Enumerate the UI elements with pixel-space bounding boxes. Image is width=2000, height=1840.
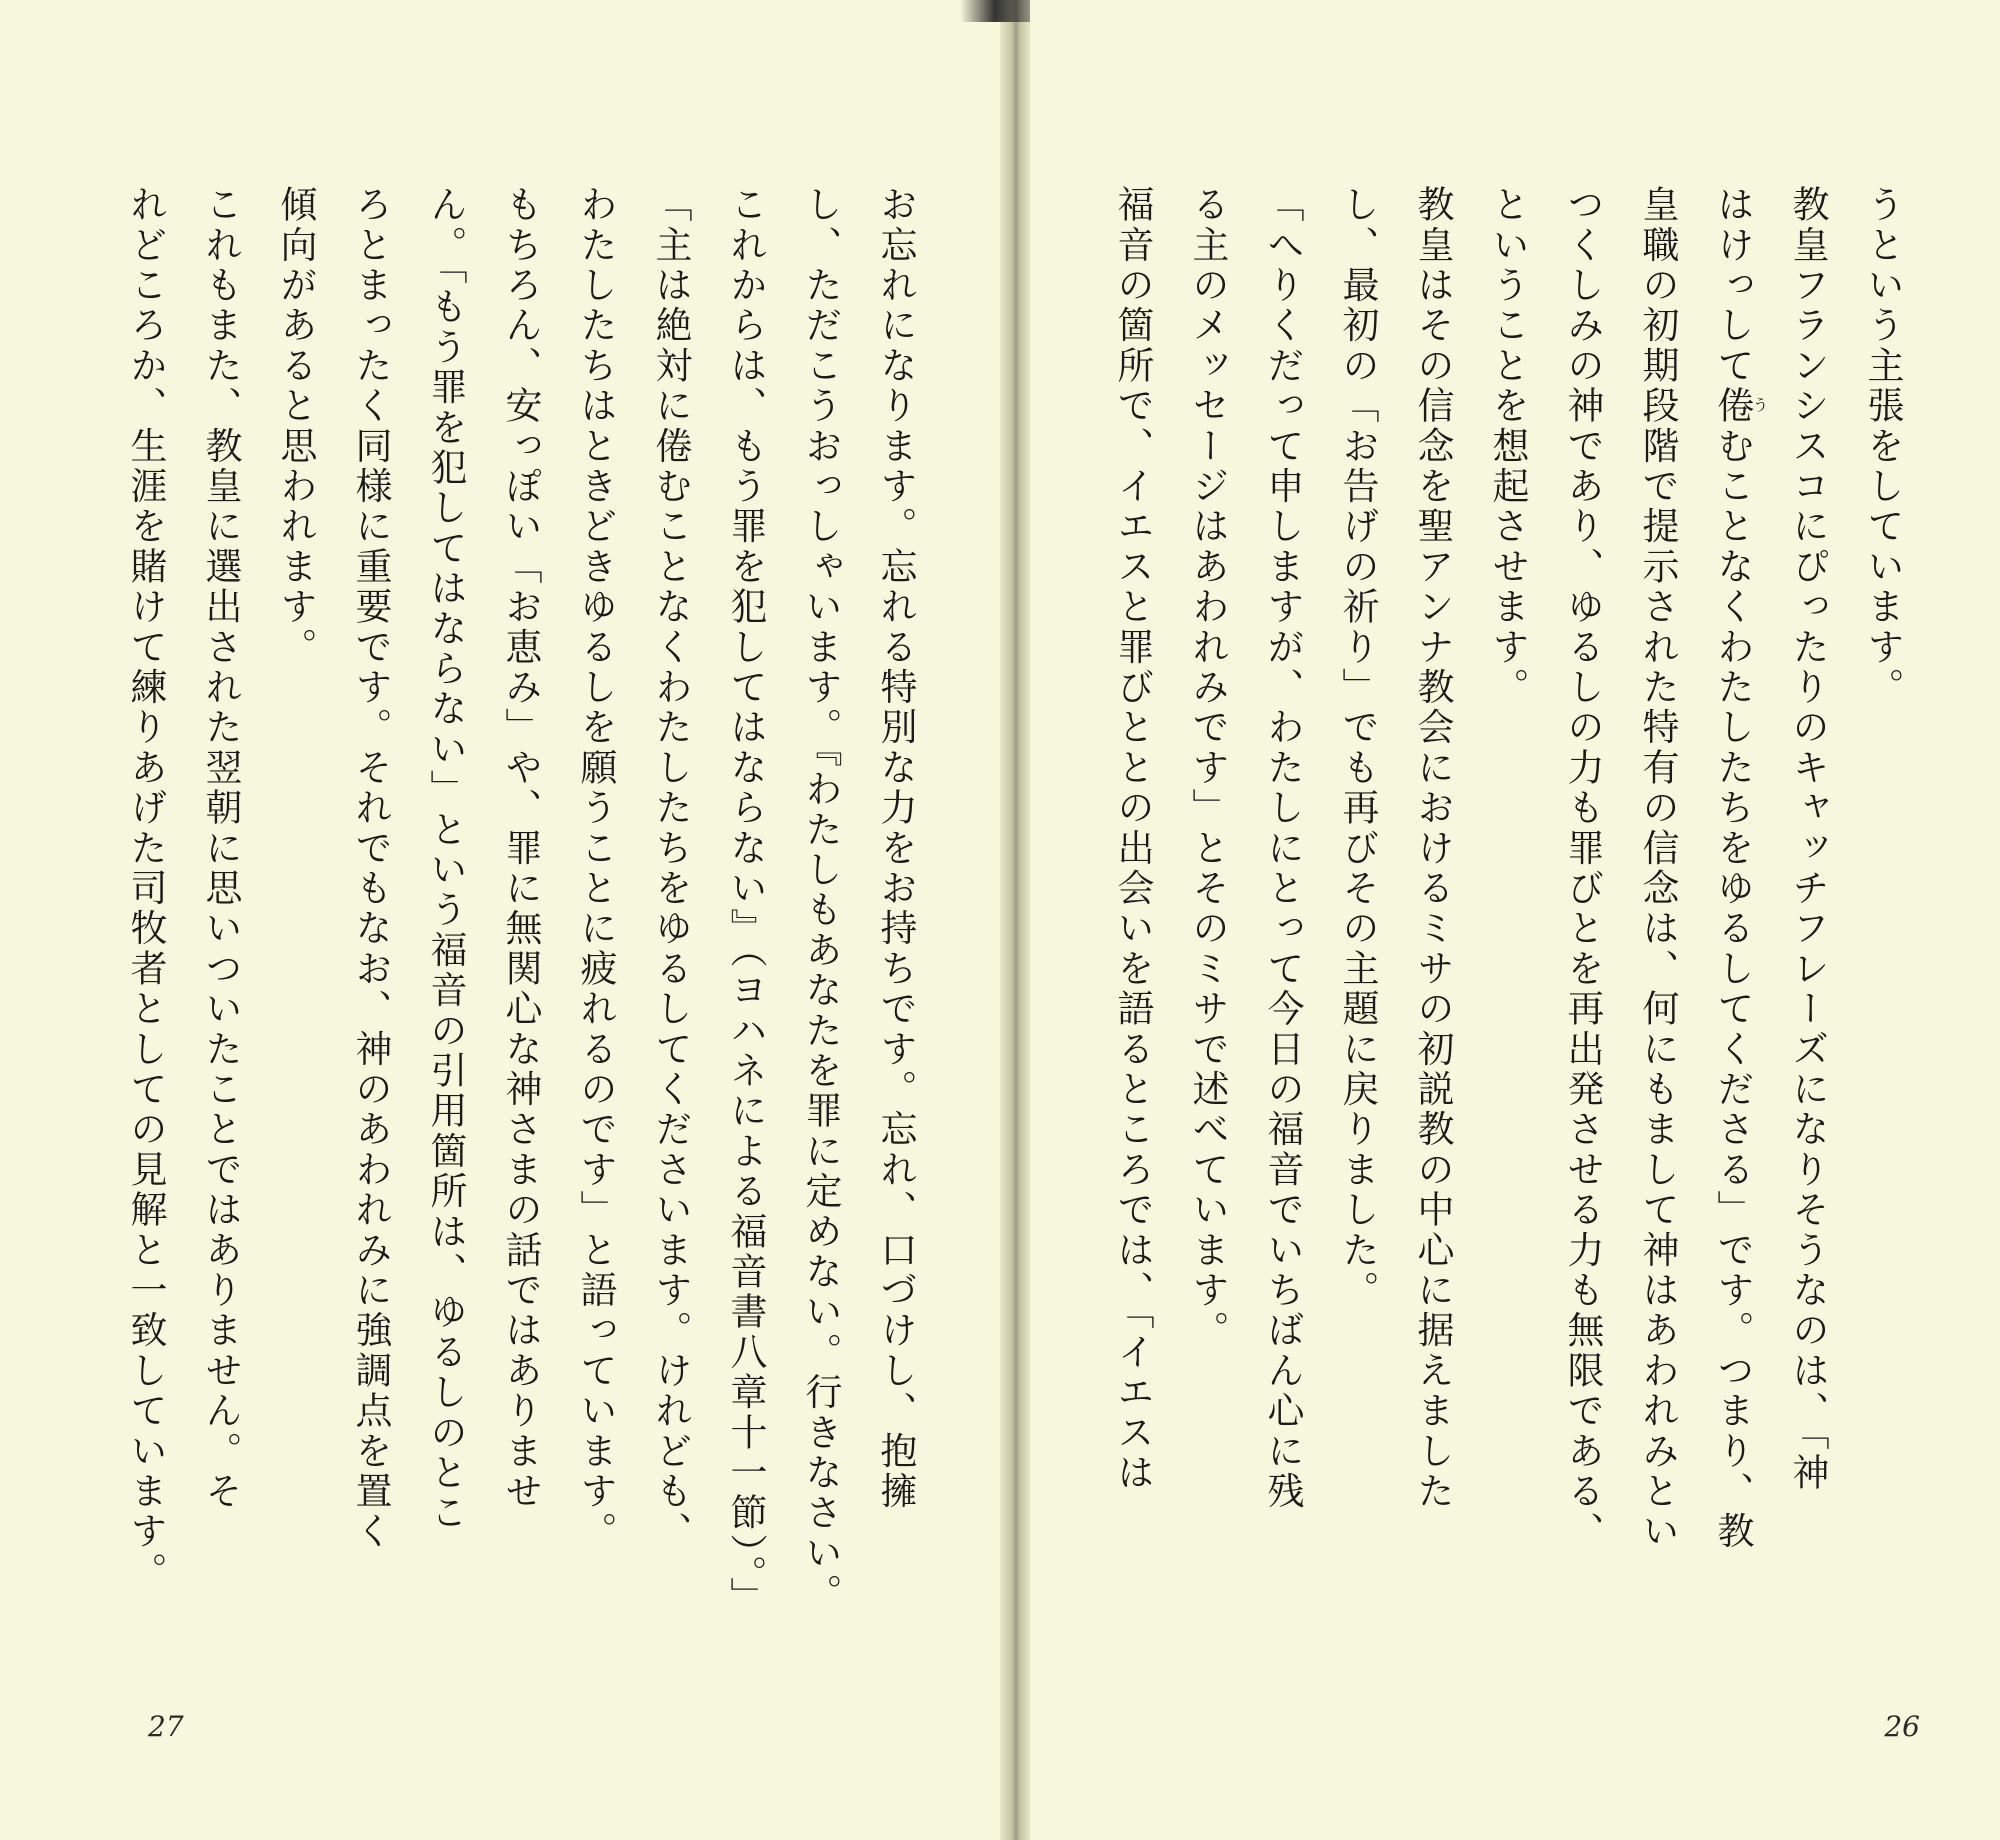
binding-shadow [960, 0, 1030, 22]
text-line: れどころか、生涯を賭けて練りあげた司牧者としての見解と一致しています。 [124, 185, 167, 1592]
text-line: これからは、もう罪を犯してはならない』（ヨハネによる福音書八章十一節）。」 [724, 185, 767, 1617]
text-line: 傾向があると思われます。 [274, 185, 317, 668]
book-gutter [1000, 0, 1032, 1840]
text-line: 教皇はその信念を聖アンナ教会におけるミサの初説教の中心に据えました [1411, 185, 1454, 1512]
page-26 [1030, 0, 2000, 1840]
text-line: 福音の箇所で、イエスと罪びととの出会いを語るところでは、「イエスは [1111, 185, 1154, 1494]
ruby-annotation: 倦う [1711, 386, 1769, 427]
text-line: お忘れになります。忘れる特別な力をお持ちです。忘れ、口づけし、抱擁 [874, 185, 917, 1512]
text-line [1695, 185, 1770, 1565]
page-number-26: 26 [1884, 1710, 1920, 1743]
text-line: ということを想起させます。 [1486, 185, 1529, 708]
text-line: わたしたちはときどきゆるしを願うことに疲れるのです」と語っています。 [574, 185, 617, 1552]
text-line: 「主は絶対に倦むことなくわたしたちをゆるしてくださいます。けれども、 [649, 185, 692, 1552]
text-line: 「へりくだって申しますが、わたしにとって今日の福音でいちばん心に残 [1261, 185, 1304, 1512]
text-line: これもまた、教皇に選出された翌朝に思いついたことではありません。そ [199, 185, 242, 1512]
text-line-part: はけっして倦うむことなくわたしたちをゆるしてくださる」です。つまり、教 [1711, 185, 1769, 1552]
text-line: ん。「もう罪を犯してはならない」という福音の引用箇所は、ゆるしのとこ [424, 185, 467, 1534]
text-line: 皇職の初期段階で提示された特有の信念は、何にもまして神はあわれみとい [1636, 185, 1679, 1552]
text-line: もちろん、安っぽい「お恵み」や、罪に無関心な神さまの話ではありませ [499, 185, 542, 1512]
page-26-text-block [1050, 185, 1920, 1565]
page-number-27: 27 [148, 1710, 184, 1743]
text-line: つくしみの神であり、ゆるしの力も罪びとを再出発させる力も無限である、 [1561, 185, 1604, 1552]
text-line: ろとまったく同様に重要です。それでもなお、神のあわれみに強調点を置く [349, 185, 392, 1552]
text-line: 教皇フランシスコにぴったりのキャッチフレーズになりそうなのは、「神 [1786, 185, 1829, 1494]
text-line: る主のメッセージはあわれみです」とそのミサで述べています。 [1186, 185, 1229, 1351]
text-line: し、最初の「お告げの祈り」でも再びその主題に戻りました。 [1336, 185, 1379, 1311]
text-line: し、ただこうおっしゃいます。『わたしもあなたを罪に定めない。行きなさい。 [799, 185, 842, 1614]
page-27-text-block [53, 185, 933, 1617]
text-line: うという主張をしています。 [1861, 185, 1904, 708]
